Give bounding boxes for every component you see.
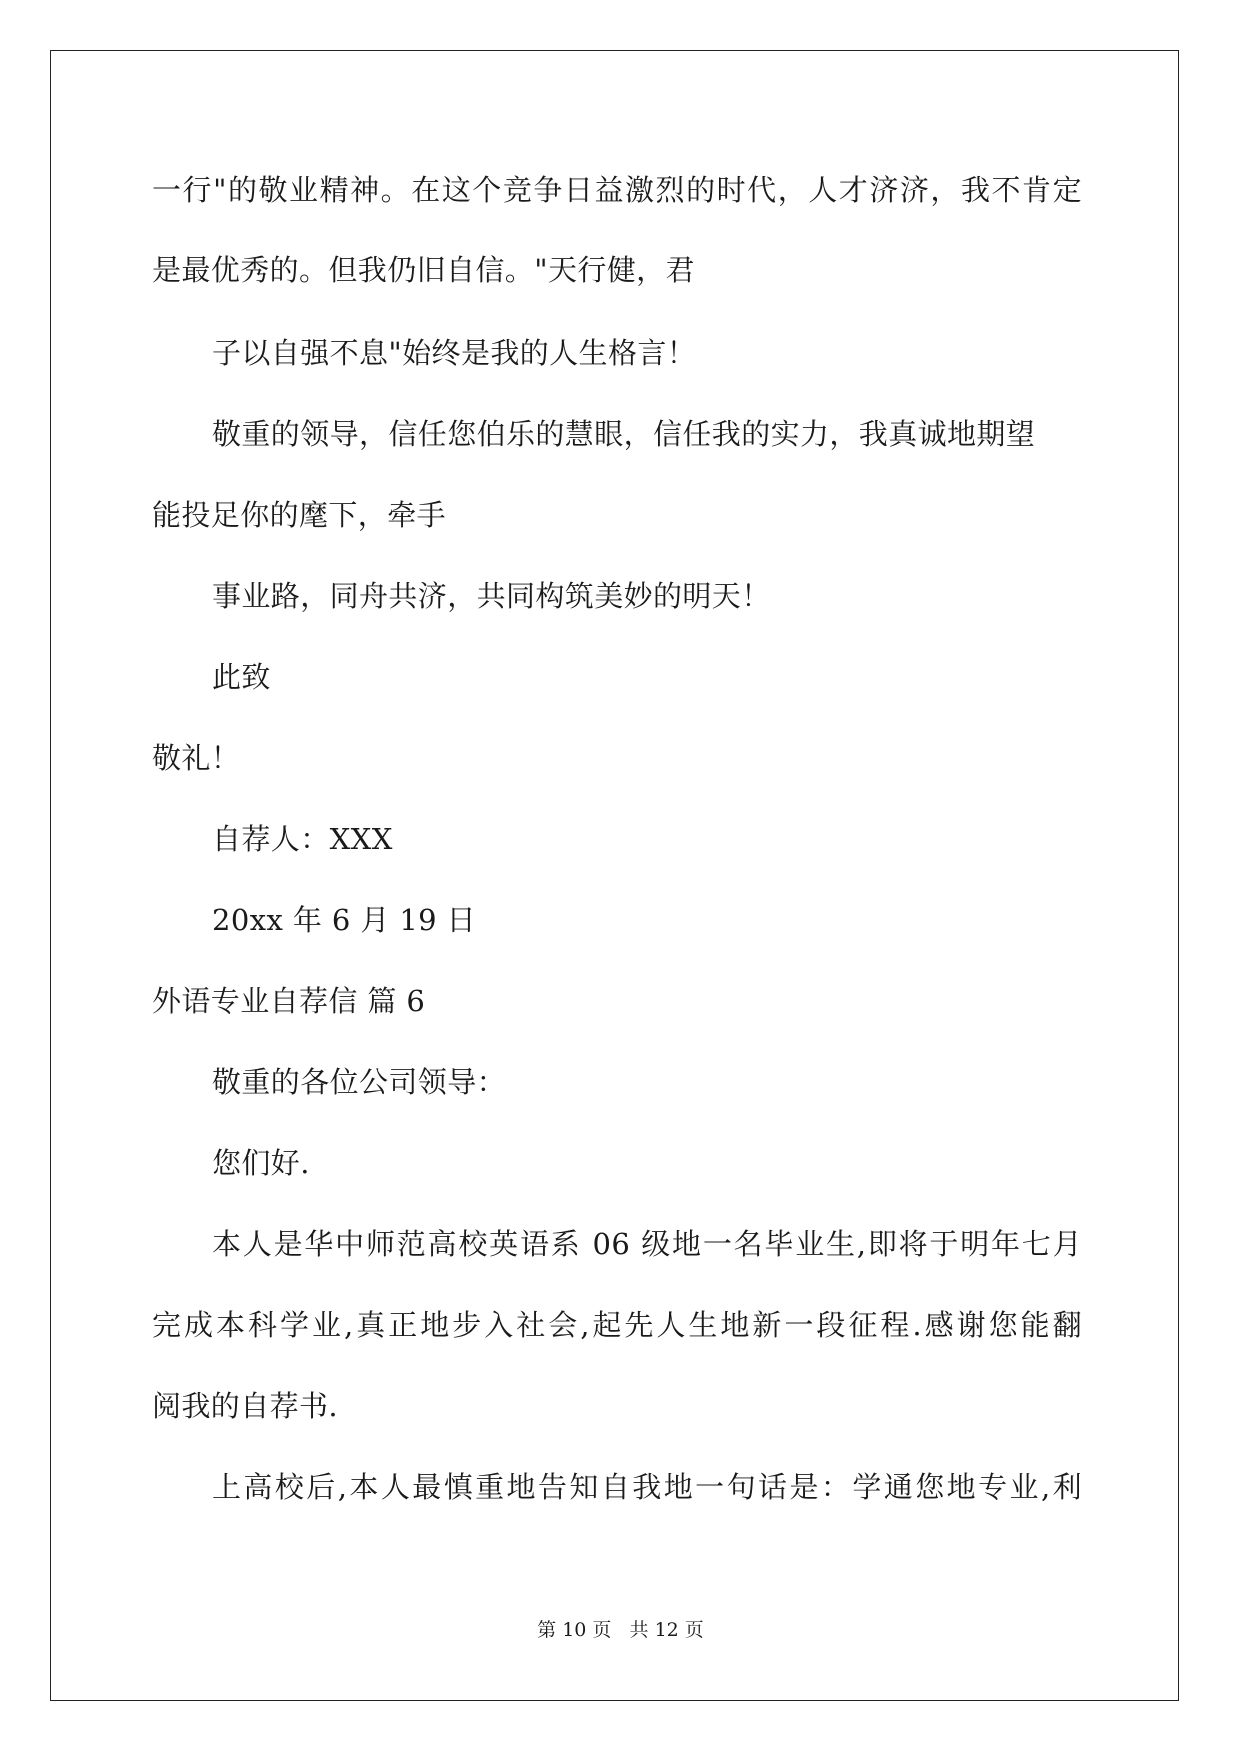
signature-name: 自荐人：XXX (212, 822, 393, 856)
body-text-line: 阅我的自荐书. (152, 1389, 339, 1423)
body-text-line: 完成本科学业,真正地步入社会,起先人生地新一段征程.感谢您能翻 (152, 1308, 1082, 1342)
body-text-line: 能投足你的麾下，牵手 (152, 498, 447, 532)
closing-regards: 敬礼！ (152, 741, 241, 775)
body-text-line: 一行"的敬业精神。在这个竞争日益激烈的时代，人才济济，我不肯定 (152, 173, 1082, 207)
greeting: 敬重的各位公司领导： (212, 1065, 507, 1099)
closing-salutation: 此致 (212, 660, 271, 694)
body-text-line: 是最优秀的。但我仍旧自信。"天行健，君 (152, 253, 695, 287)
page-number-footer: 第 10 页 共 12 页 (537, 1619, 704, 1641)
section-heading: 外语专业自荐信 篇 6 (152, 984, 426, 1018)
body-text-line: 事业路，同舟共济，共同构筑美妙的明天！ (212, 579, 771, 613)
body-text-line: 本人是华中师范高校英语系 06 级地一名毕业生,即将于明年七月 (212, 1227, 1082, 1261)
body-text-line: 上高校后,本人最慎重地告知自我地一句话是：学通您地专业,利 (212, 1470, 1082, 1504)
body-text-line: 子以自强不息"始终是我的人生格言！ (212, 336, 697, 370)
greeting-hello: 您们好. (212, 1146, 310, 1180)
body-text-line: 敬重的领导，信任您伯乐的慧眼，信任我的实力，我真诚地期望 (212, 417, 1036, 451)
page-border (50, 50, 1179, 1701)
signature-date: 20xx 年 6 月 19 日 (212, 903, 477, 937)
